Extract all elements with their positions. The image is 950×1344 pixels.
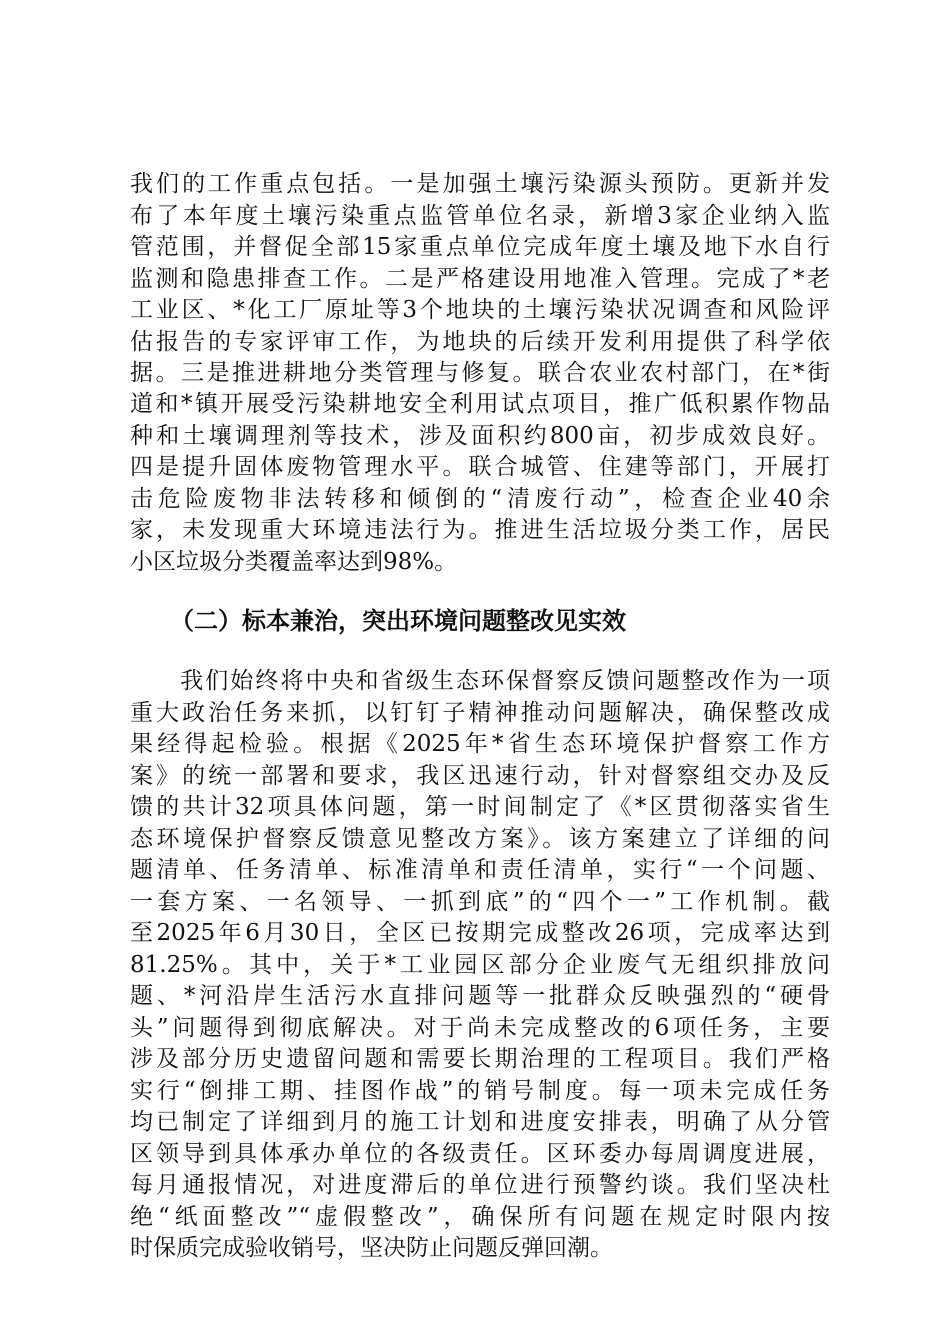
paragraph-line: 每月通报情况，对进度滞后的单位进行预警约谈。我们坚决杜 — [130, 1172, 830, 1198]
paragraph-line: 重大政治任务来抓，以钉钉子精神推动问题解决，确保整改成 — [130, 700, 830, 726]
paragraph-line: 四是提升固体废物管理水平。联合城管、住建等部门，开展打 — [130, 454, 830, 480]
paragraph-line: 头”问题得到彻底解决。对于尚未完成整改的6项任务，主要 — [130, 1015, 830, 1041]
paragraph-line: 据。三是推进耕地分类管理与修复。联合农业农村部门，在*街 — [130, 360, 830, 386]
paragraph-line: 馈的共计32项具体问题，第一时间制定了《*区贯彻落实省生 — [130, 794, 830, 820]
paragraph-line: 监测和隐患排查工作。二是严格建设用地准入管理。完成了*老 — [130, 266, 830, 292]
paragraph-line: 我们的工作重点包括。一是加强土壤污染源头预防。更新并发 — [130, 171, 830, 197]
paragraph-line: 我们始终将中央和省级生态环保督察反馈问题整改作为一项 — [130, 668, 830, 694]
paragraph-line: 至2025年6月30日，全区已按期完成整改26项，完成率达到 — [130, 920, 830, 946]
paragraph-line: 态环境保护督察反馈意见整改方案》。该方案建立了详细的问 — [130, 826, 830, 852]
paragraph-line: 实行“倒排工期、挂图作战”的销号制度。每一项未完成任务 — [130, 1078, 830, 1104]
paragraph-line: 管范围，并督促全部15家重点单位完成年度土壤及地下水自行 — [130, 234, 830, 260]
paragraph-line: 时保质完成验收销号，坚决防止问题反弹回潮。 — [130, 1235, 613, 1261]
paragraph-line: 案》的统一部署和要求，我区迅速行动，针对督察组交办及反 — [130, 763, 830, 789]
paragraph-line: 题清单、任务清单、标准清单和责任清单，实行“一个问题、 — [130, 857, 830, 883]
paragraph-line: 小区垃圾分类覆盖率达到98%。 — [130, 549, 458, 575]
paragraph-line: 区领导到具体承办单位的各级责任。区环委办每周调度进展， — [130, 1141, 830, 1167]
paragraph-line: 估报告的专家评审工作，为地块的后续开发利用提供了科学依 — [130, 329, 830, 355]
paragraph-line: 果经得起检验。根据《2025年*省生态环境保护督察工作方 — [130, 731, 830, 757]
paragraph-line: 家，未发现重大环境违法行为。推进生活垃圾分类工作，居民 — [130, 517, 830, 543]
paragraph-line: 涉及部分历史遗留问题和需要长期治理的工程项目。我们严格 — [130, 1046, 830, 1072]
paragraph-line: 道和*镇开展受污染耕地安全利用试点项目，推广低积累作物品 — [130, 391, 830, 417]
paragraph-line: 81.25%。其中，关于*工业园区部分企业废气无组织排放问 — [130, 952, 830, 978]
paragraph-line: 一套方案、一名领导、一抓到底”的“四个一”工作机制。截 — [130, 889, 830, 915]
paragraph-line: 布了本年度土壤污染重点监管单位名录，新增3家企业纳入监 — [130, 203, 830, 229]
paragraph-line: 绝“纸面整改”“虚假整改”，确保所有问题在规定时限内按 — [130, 1204, 830, 1230]
paragraph-line: 种和土壤调理剂等技术，涉及面积约800亩，初步成效良好。 — [130, 423, 830, 449]
paragraph-line: 题、*河沿岸生活污水直排问题等一批群众反映强烈的“硬骨 — [130, 983, 830, 1009]
paragraph-line: 击危险废物非法转移和倾倒的“清废行动”，检查企业40余 — [130, 486, 830, 512]
paragraph-line: 均已制定了详细到月的施工计划和进度安排表，明确了从分管 — [130, 1109, 830, 1135]
paragraph-line: 工业区、*化工厂原址等3个地块的土壤污染状况调查和风险评 — [130, 297, 830, 323]
section-heading: （二）标本兼治，突出环境问题整改见实效 — [170, 607, 626, 635]
